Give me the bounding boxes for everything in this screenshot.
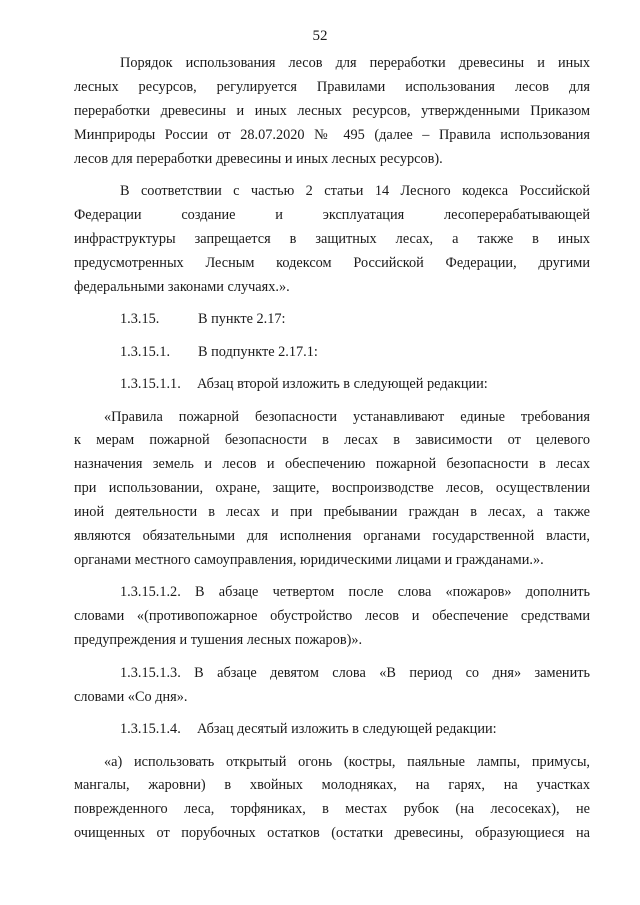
item-number: 1.3.15. [120, 311, 160, 328]
text-line: Федерации создание и эксплуатация лесоперерабатывающей [74, 206, 590, 223]
text-line: 1.3.15.1.3. В абзаце девятом слова «В период со дня» заменить [120, 664, 590, 681]
item-text: В пункте 2.17: [198, 311, 286, 328]
paragraph [74, 180, 590, 299]
text-line: мангалы, жаровни) в хвойных молодняках, на гарях, на участках [74, 777, 590, 794]
text-line: инфраструктуры запрещается в защитных лесах, а также в иных [74, 230, 590, 247]
text-line: словами «Со дня». [74, 688, 188, 705]
numbered-item [74, 718, 590, 742]
item-number: 1.3.15.1.1. [120, 376, 181, 393]
text-line: словами «(противопожарное обустройство лесов и обеспечение средствами [74, 608, 590, 625]
text-line [74, 308, 590, 332]
numbered-item [74, 341, 590, 365]
numbered-item [74, 373, 590, 397]
text-line: очищенных от порубочных остатков (остатки древесины, образующиеся на [74, 825, 590, 842]
item-number: 1.3.15.1.4. [120, 721, 181, 738]
text-line [74, 373, 590, 397]
text-line: переработки древесины и иных лесных ресурсов, утвержденными Приказом [74, 102, 590, 119]
text-line: органами местного самоуправления, юридическими лицами и гражданами.». [74, 551, 544, 568]
text-line: 1.3.15.1.2. В абзаце четвертом после слова «пожаров» дополнить [120, 584, 590, 601]
paragraph [74, 751, 590, 847]
paragraph [74, 662, 590, 710]
text-line: назначения земель и лесов и обеспечению пожарной безопасности в лесах [74, 456, 590, 473]
text-line: предупреждения и тушения лесных пожаров)». [74, 632, 363, 649]
item-text: В подпункте 2.17.1: [198, 343, 318, 360]
text-line: лесных ресурсов, регулируется Правилами использования лесов для [74, 78, 590, 95]
text-line: лесов для переработки древесины и иных лесных ресурсов). [74, 150, 443, 167]
item-number: 1.3.15.1. [120, 343, 171, 360]
text-line: Минприроды России от 28.07.2020 № 495 (далее – Правила использования [74, 126, 590, 143]
item-text: Абзац десятый изложить в следующей редакции: [197, 721, 497, 738]
text-line [74, 341, 590, 365]
paragraph [74, 406, 590, 573]
text-line: при использовании, охране, защите, воспроизводстве лесов, осуществлении [74, 480, 590, 497]
text-line: являются обязательными для исполнения органами государственной власти, [74, 528, 590, 544]
text-line: поврежденного леса, торфяниках, в местах рубок (на лесосеках), не [74, 801, 590, 818]
text-line: к мерам пожарной безопасности в лесах в зависимости от целевого [74, 432, 590, 449]
numbered-item [74, 308, 590, 332]
document-body [74, 52, 590, 846]
item-text: Абзац второй изложить в следующей редакции: [197, 376, 488, 393]
text-line: федеральными законами случаях.». [74, 278, 290, 295]
text-line: предусмотренных Лесным кодексом Российской Федерации, другими [74, 254, 590, 271]
text-line: иной деятельности в лесах и при пребывании граждан в лесах, а также [74, 504, 590, 521]
text-line: В соответствии с частью 2 статьи 14 Лесного кодекса Российской [120, 183, 590, 200]
text-line [74, 718, 590, 742]
text-line: «а) использовать открытый огонь (костры, паяльные лампы, примусы, [104, 753, 590, 770]
text-line: Порядок использования лесов для переработки древесины и иных [120, 55, 590, 71]
page-number: 52 [312, 28, 328, 44]
paragraph [74, 52, 590, 171]
paragraph [74, 581, 590, 653]
text-line: «Правила пожарной безопасности устанавливают единые требования [104, 408, 590, 425]
